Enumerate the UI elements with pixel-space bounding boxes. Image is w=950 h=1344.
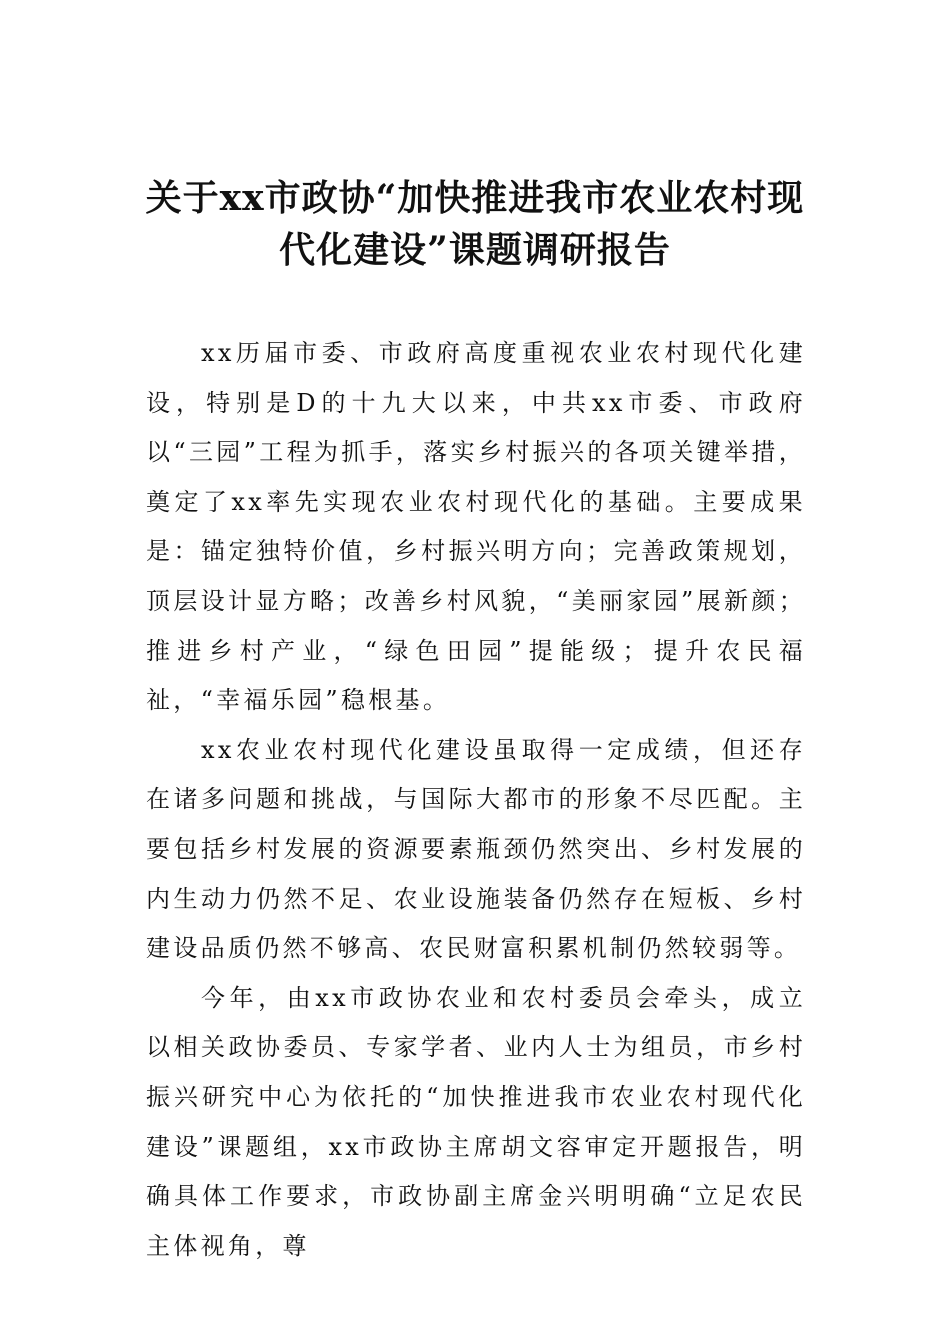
paragraph-3: 今年，由xx市政协农业和农村委员会牵头，成立以相关政协委员、专家学者、业内人士为组员，市乡村振兴研究中心为依托的“加快推进我市农业农村现代化建设”课题组，xx市政协主席胡文容审定开题报告，明确具体工作要求，市政协副主席金兴明明确“立足农民主体视角，尊: [146, 983, 806, 1260]
title-line-2: 代化建设”课题调研报告: [279, 229, 671, 271]
title-line-1: 关于xx市政协“加快推进我市农业农村现: [145, 177, 805, 219]
paragraph-2: xx农业农村现代化建设虽取得一定成绩，但还存在诸多问题和挑战，与国际大都市的形象不尽匹配。主要包括乡村发展的资源要素瓶颈仍然突出、乡村发展的内生动力仍然不足、农业设施装备仍然存在短板、乡村建设品质仍然不够高、农民财富积累机制仍然较弱等。: [146, 735, 806, 963]
paragraph-1: xx历届市委、市政府高度重视农业农村现代化建设，特别是D的十九大以来，中共xx市委、市政府以“三园”工程为抓手，落实乡村振兴的各项关键举措，奠定了xx率先实现农业农村现代化的基础。主要成果是：锚定独特价值，乡村振兴明方向；完善政策规划，顶层设计显方略；改善乡村风貌，“美丽家园”展新颜；推进乡村产业，“绿色田园”提能级；提升农民福祉，“幸福乐园”稳根基。: [146, 339, 806, 715]
document-title: [120, 172, 830, 276]
document-body: [146, 329, 806, 1271]
